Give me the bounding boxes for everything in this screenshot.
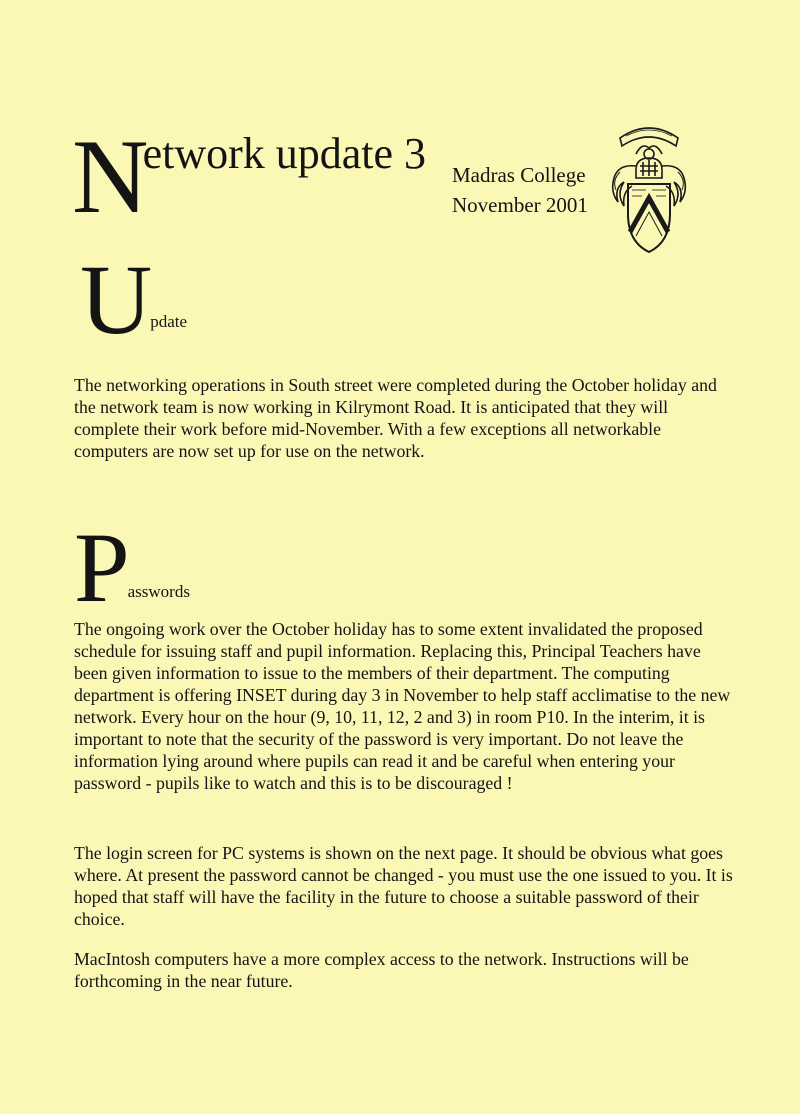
section-heading-text: asswords (127, 582, 190, 601)
passwords-paragraph-3: MacIntosh computers have a more complex access to the network. Instructions will be forthcoming in the near future. (74, 949, 689, 991)
update-paragraph: The networking operations in South street were completed during the October holiday and the network team is now working in Kilrymont Road. It is anticipated that they will complete their work before mid-November. With a few exceptions all networkable computers are now set up for use on the network. (74, 375, 717, 461)
title-initial: N (72, 118, 149, 235)
section-heading-text: pdate (150, 312, 188, 331)
section-heading-passwords (74, 512, 192, 623)
issue-date: November 2001 (452, 193, 588, 217)
section-initial: U (80, 244, 153, 355)
passwords-paragraph-1: The ongoing work over the October holiday has to some extent invalidated the proposed schedule for issuing staff and pupil information. Replacing this, Principal Teachers have been given information to issue to the members of their department. The computing department is offering INSET during day 3 in November to help staff acclimatise to the new network. Every hour on the hour (9, 10, 11, 12, 2 and 3) in room P10. In the interim, it is important to note that the security of the password is very important. Do not leave the information lying around where pupils can read it and be careful when entering your password - pupils like to watch and this is to be discouraged ! (74, 619, 731, 793)
section-initial: P (74, 512, 130, 623)
passwords-paragraph-2: The login screen for PC systems is shown on the next page. It should be obvious what goes where. At present the password cannot be changed - you must use the one issued to you. It is hoped that staff will have the facility in the future to choose a suitable password of their choice. (74, 843, 733, 929)
section-heading-update (80, 244, 189, 355)
title-text: etwork update 3 (142, 129, 427, 178)
madras-college-crest-icon (606, 114, 692, 256)
newsletter-title (72, 118, 427, 235)
college-info (452, 160, 588, 220)
college-name: Madras College (452, 163, 586, 187)
